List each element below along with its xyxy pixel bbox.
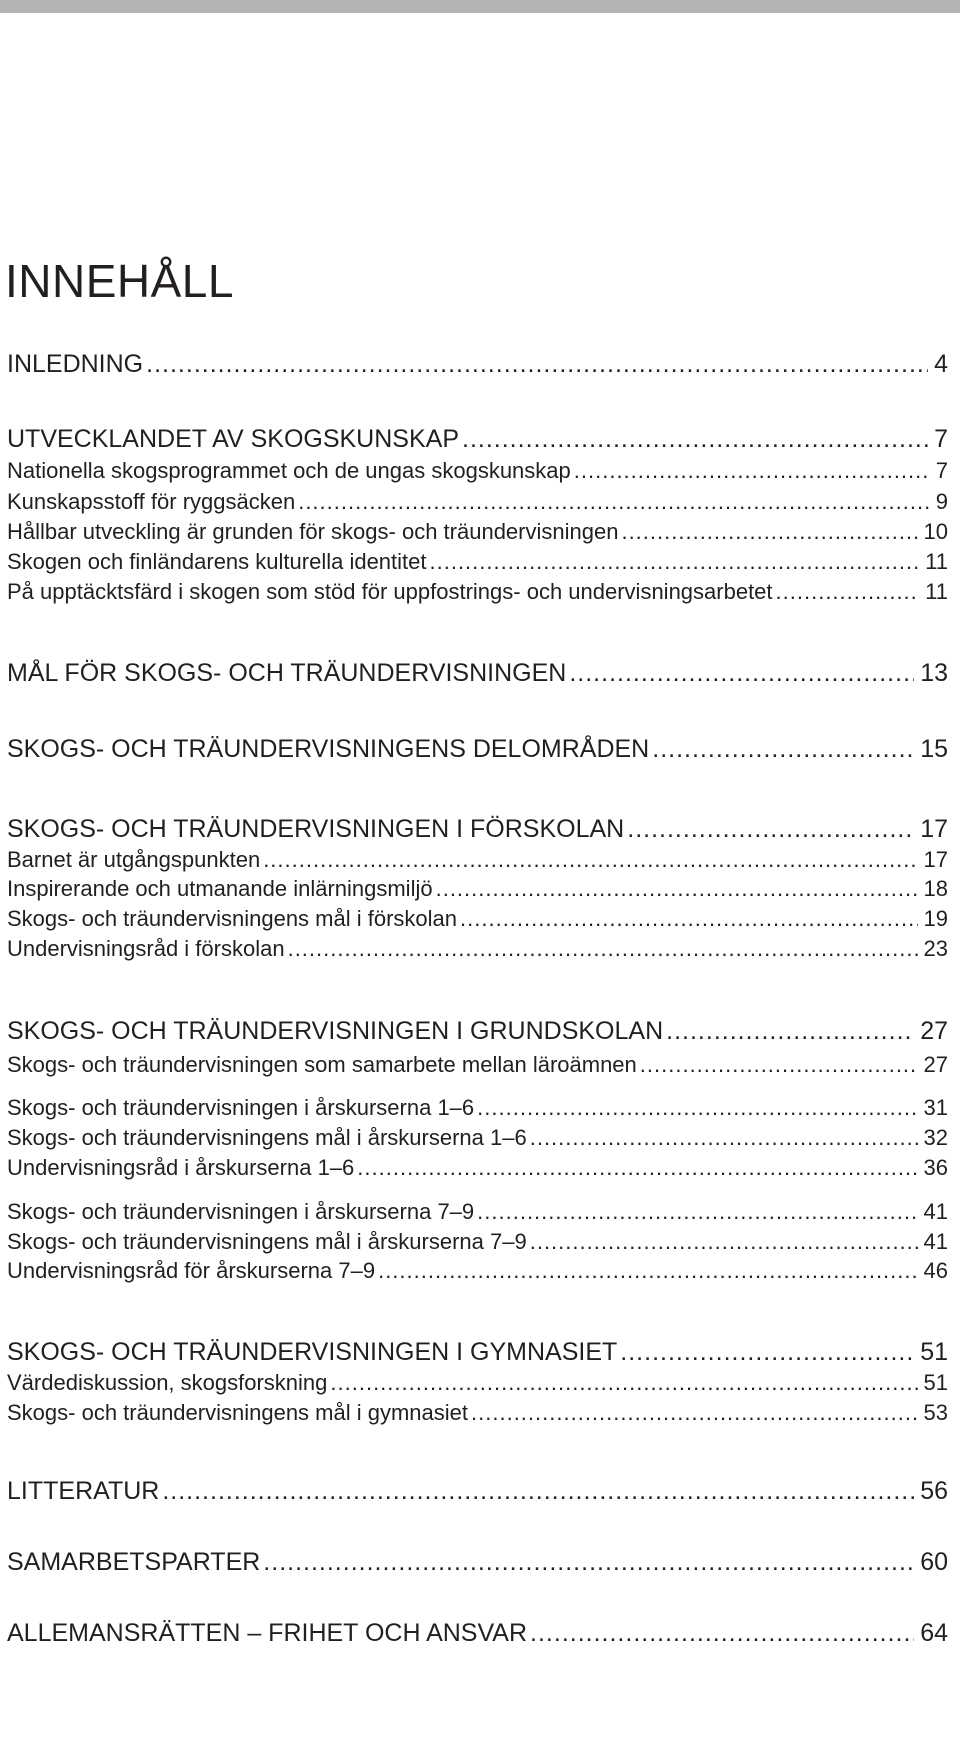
toc-entry-label: SAMARBETSPARTER [7, 1548, 261, 1576]
toc-page-number: 60 [920, 1548, 948, 1576]
toc-entry-label: Undervisningsråd för årskurserna 7–9 [7, 1258, 376, 1283]
toc-dot-leader [530, 1229, 918, 1255]
toc-subsection-entry [7, 1400, 948, 1426]
toc-entry-label: Kunskapsstoff för ryggsäcken [7, 489, 296, 514]
toc-section-entry [7, 1619, 948, 1648]
toc-page-number: 46 [923, 1258, 948, 1283]
toc-subsection-entry [7, 519, 948, 545]
toc-entry-label: Värdediskussion, skogsforskning [7, 1370, 328, 1395]
toc-entry-label: Barnet är utgångspunkten [7, 847, 261, 872]
toc-subsection-entry [7, 876, 948, 902]
toc-entry-label: Undervisningsråd i årskurserna 1–6 [7, 1155, 355, 1180]
toc-dot-leader [460, 906, 918, 932]
toc-dot-leader [477, 1199, 917, 1225]
toc-page-number: 56 [920, 1477, 948, 1505]
toc-entry-label: SKOGS- OCH TRÄUNDERVISNINGENS DELOMRÅDEN [7, 735, 650, 763]
toc-dot-leader [776, 579, 920, 605]
toc-entry-label: Skogs- och träundervisningens mål i årskurserna 7–9 [7, 1229, 527, 1254]
toc-dot-leader [298, 489, 930, 515]
toc-page-number: 64 [920, 1619, 948, 1647]
toc-dot-leader [627, 815, 914, 844]
toc-page-number: 32 [923, 1125, 948, 1150]
toc-subsection-entry [7, 549, 948, 575]
toc-dot-leader [430, 549, 920, 575]
toc-page-number: 18 [923, 876, 948, 901]
toc-entry-label: SKOGS- OCH TRÄUNDERVISNINGEN I GRUNDSKOLAN [7, 1017, 664, 1045]
toc-entry-label: ALLEMANSRÄTTEN – FRIHET OCH ANSVAR [7, 1619, 528, 1647]
toc-page-number: 41 [923, 1199, 948, 1224]
toc-page-number: 27 [923, 1052, 948, 1077]
toc-subsection-entry [7, 1155, 948, 1181]
toc-page-number: 23 [923, 936, 948, 961]
toc-entry-label: Skogs- och träundervisningens mål i årskurserna 1–6 [7, 1125, 527, 1150]
toc-page-number: 17 [923, 847, 948, 872]
toc-page-number: 9 [935, 489, 948, 514]
toc-section-entry [7, 425, 948, 454]
top-border-bar [0, 0, 960, 13]
toc-dot-leader [263, 1548, 914, 1577]
toc-page-number: 31 [923, 1095, 948, 1120]
toc-page-number: 17 [920, 815, 948, 843]
toc-subsection-entry [7, 936, 948, 962]
toc-page-number: 10 [923, 519, 948, 544]
toc-entry-label: Skogs- och träundervisningen som samarbete mellan läroämnen [7, 1052, 637, 1077]
toc-page-number: 51 [923, 1370, 948, 1395]
toc-subsection-entry [7, 1125, 948, 1151]
toc-dot-leader [477, 1095, 917, 1121]
toc-page-number: 41 [923, 1229, 948, 1254]
toc-entry-label: På upptäcktsfärd i skogen som stöd för uppfostrings- och undervisningsarbetet [7, 579, 773, 604]
toc-dot-leader [146, 350, 928, 379]
toc-dot-leader [569, 659, 914, 688]
toc-section-entry [7, 350, 948, 379]
toc-subsection-entry [7, 1258, 948, 1284]
toc-dot-leader [652, 735, 914, 764]
toc-page-number: 4 [934, 350, 948, 378]
toc-dot-leader [330, 1370, 917, 1396]
toc-subsection-entry [7, 1199, 948, 1225]
toc-dot-leader [471, 1400, 918, 1426]
toc-page-number: 51 [920, 1338, 948, 1366]
toc-dot-leader [436, 876, 918, 902]
toc-dot-leader [621, 519, 917, 545]
toc-subsection-entry [7, 1370, 948, 1396]
toc-dot-leader [530, 1619, 914, 1648]
toc-section-entry [7, 735, 948, 764]
toc-entry-label: Skogs- och träundervisningens mål i förskolan [7, 906, 458, 931]
toc-entry-label: Skogs- och träundervisningen i årskurserna 7–9 [7, 1199, 475, 1224]
toc-entry-label: INLEDNING [7, 350, 144, 378]
toc-subsection-entry [7, 1052, 948, 1078]
toc-subsection-entry [7, 847, 948, 873]
toc-subsection-entry [7, 1095, 948, 1121]
toc-page-number: 13 [920, 659, 948, 687]
toc-page-number: 27 [920, 1017, 948, 1045]
toc-entry-label: Skogs- och träundervisningens mål i gymnasiet [7, 1400, 469, 1425]
toc-entry-label: Hållbar utveckling är grunden för skogs- och träundervisningen [7, 519, 619, 544]
toc-subsection-entry [7, 489, 948, 515]
toc-entry-label: UTVECKLANDET AV SKOGSKUNSKAP [7, 425, 459, 453]
toc-dot-leader [162, 1477, 914, 1506]
toc-subsection-entry [7, 458, 948, 484]
toc-dot-leader [666, 1017, 914, 1046]
toc-page-number: 36 [923, 1155, 948, 1180]
toc-entry-label: Undervisningsråd i förskolan [7, 936, 285, 961]
toc-page-number: 7 [935, 458, 948, 483]
toc-section-entry [7, 1017, 948, 1046]
toc-dot-leader [378, 1258, 917, 1284]
toc-dot-leader [357, 1155, 917, 1181]
toc-dot-leader [530, 1125, 918, 1151]
toc-dot-leader [640, 1052, 918, 1078]
toc-entry-label: Skogs- och träundervisningen i årskurserna 1–6 [7, 1095, 475, 1120]
toc-dot-leader [620, 1338, 914, 1367]
toc-section-entry [7, 815, 948, 844]
toc-dot-leader [462, 425, 928, 454]
toc-page-number: 11 [925, 549, 948, 574]
toc-subsection-entry [7, 1229, 948, 1255]
toc-subsection-entry [7, 579, 948, 605]
toc-page-number: 7 [934, 425, 948, 453]
toc-entry-label: SKOGS- OCH TRÄUNDERVISNINGEN I GYMNASIET [7, 1338, 618, 1366]
toc-page-number: 53 [923, 1400, 948, 1425]
toc-page-number: 15 [920, 735, 948, 763]
toc-section-entry [7, 1338, 948, 1367]
toc-entry-label: Skogen och finländarens kulturella identitet [7, 549, 427, 574]
toc-entry-label: LITTERATUR [7, 1477, 160, 1505]
toc-entry-label: Inspirerande och utmanande inlärningsmiljö [7, 876, 433, 901]
toc-page-number: 11 [925, 579, 948, 604]
toc-dot-leader [574, 458, 930, 484]
toc-entry-label: MÅL FÖR SKOGS- OCH TRÄUNDERVISNINGEN [7, 659, 567, 687]
toc-section-entry [7, 1477, 948, 1506]
toc-dot-leader [288, 936, 918, 962]
page-title: INNEHÅLL [5, 255, 234, 307]
toc-page-number: 19 [923, 906, 948, 931]
toc-section-entry [7, 1548, 948, 1577]
toc-section-entry [7, 659, 948, 688]
toc-subsection-entry [7, 906, 948, 932]
toc-dot-leader [263, 847, 917, 873]
toc-entry-label: SKOGS- OCH TRÄUNDERVISNINGEN I FÖRSKOLAN [7, 815, 625, 843]
toc-entry-label: Nationella skogsprogrammet och de ungas skogskunskap [7, 458, 571, 483]
